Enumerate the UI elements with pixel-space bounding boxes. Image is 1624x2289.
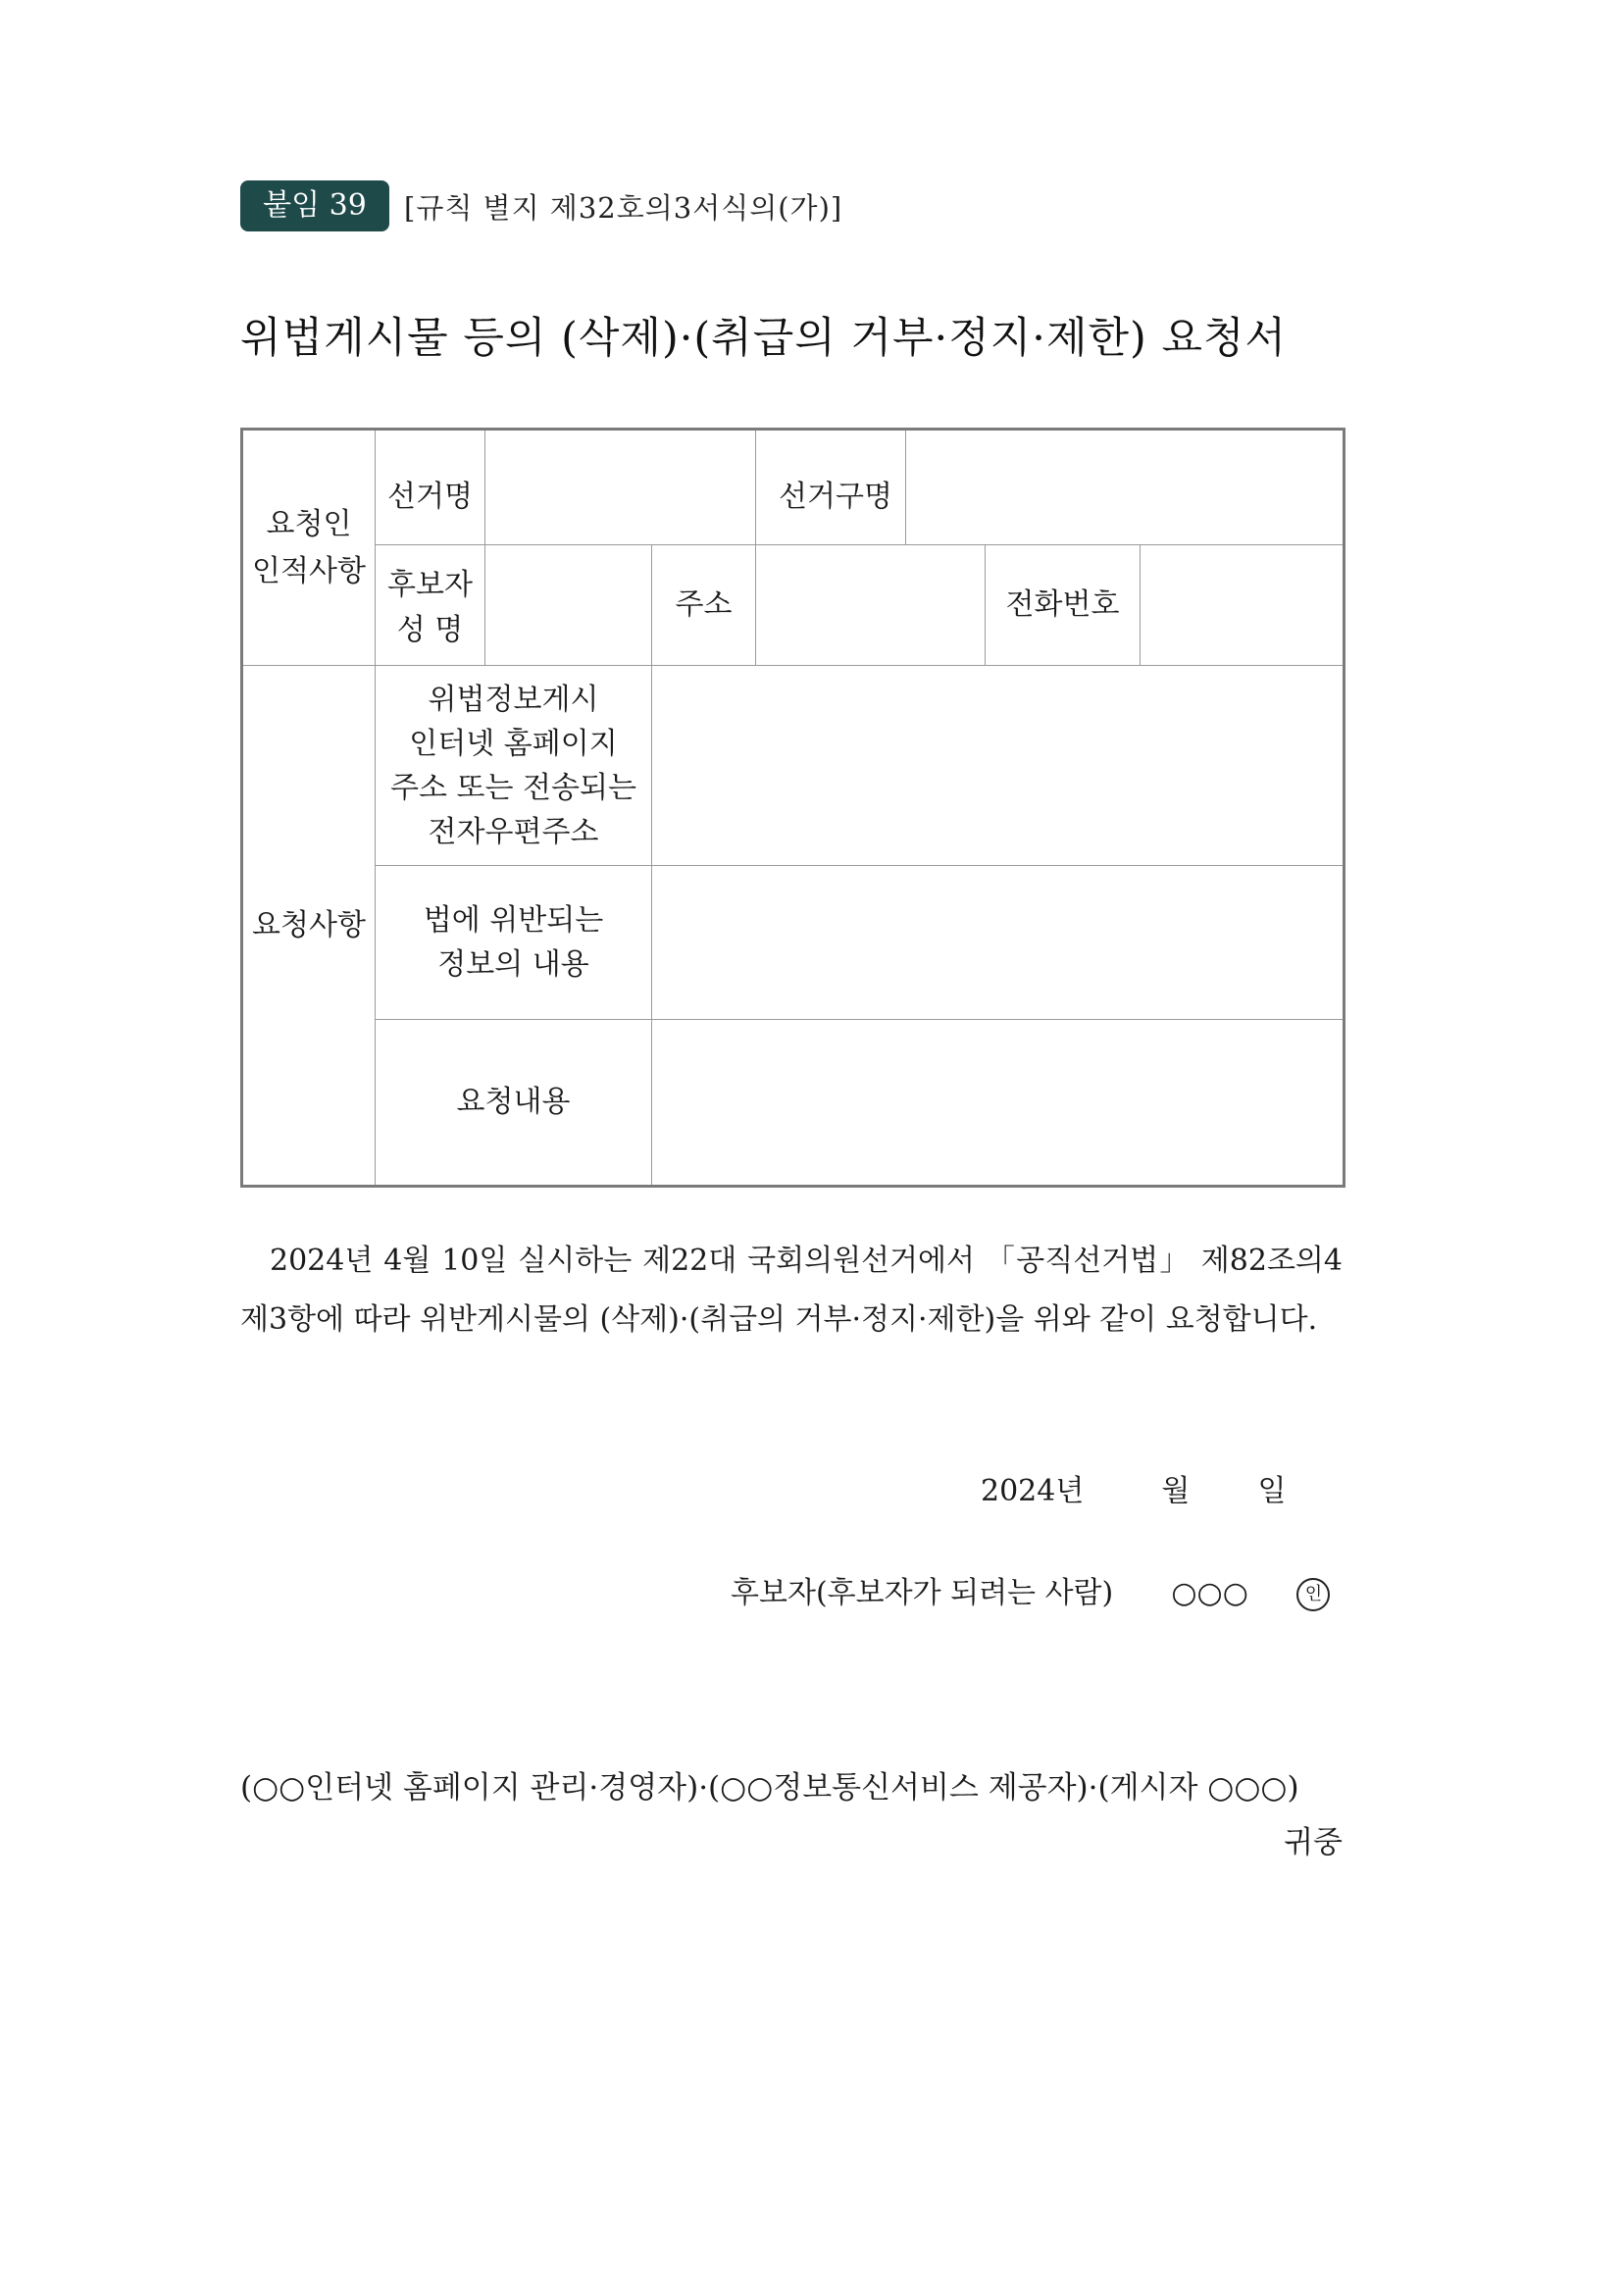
phone-label: 전화번호 [986,545,1141,666]
date-day: 일 [1257,1474,1287,1508]
requester-section-label: 요청인 인적사항 [242,430,376,666]
document-title: 위법게시물 등의 (삭제)·(취급의 거부·정지·제한) 요청서 [240,314,1288,363]
addressee-line [240,1760,1343,1870]
request-section-label: 요청사항 [242,666,376,1187]
signer-label: 후보자(후보자가 되려는 사람) [731,1576,1114,1610]
date-year: 2024년 [981,1474,1085,1508]
request-content-label: 요청내용 [376,1020,652,1187]
date-month: 월 [1161,1474,1191,1508]
election-name-field[interactable] [485,430,756,545]
seal-icon: 인 [1296,1578,1330,1611]
district-field[interactable] [906,430,1345,545]
form-reference: [규칙 별지 제32호의3서식의(가)] [404,191,843,225]
attachment-badge: 붙임 39 [240,180,389,231]
url-label: 위법정보게시 인터넷 홈페이지 주소 또는 전송되는 전자우편주소 [376,666,652,866]
address-label: 주소 [652,545,756,666]
address-field[interactable] [756,545,986,666]
signer-name: ○○○ [1171,1576,1248,1610]
date-line [981,1467,1286,1516]
request-form-table [240,428,1345,1188]
candidate-name-field[interactable] [485,545,652,666]
election-name-label: 선거명 [376,430,485,545]
district-label: 선거구명 [756,430,906,545]
request-content-field[interactable] [652,1020,1345,1187]
signature-line [731,1569,1330,1618]
request-statement: 2024년 4월 10일 실시하는 제22대 국회의원선거에서 「공직선거법」 제82조의4 제3항에 따라 위반게시물의 (삭제)·(취급의 거부·정지·제한)을 위와 같이 요청합니다. [240,1244,1343,1337]
violation-content-field[interactable] [652,866,1345,1020]
candidate-name-label: 후보자 성 명 [376,545,485,666]
url-field[interactable] [652,666,1345,866]
violation-content-label: 법에 위반되는 정보의 내용 [376,866,652,1020]
phone-field[interactable] [1141,545,1345,666]
addressee-suffix: 귀중 [1284,1825,1343,1860]
addressee-text: (○○인터넷 홈페이지 관리·경영자)·(○○정보통신서비스 제공자)·(게시자 ○○○) [240,1770,1299,1806]
